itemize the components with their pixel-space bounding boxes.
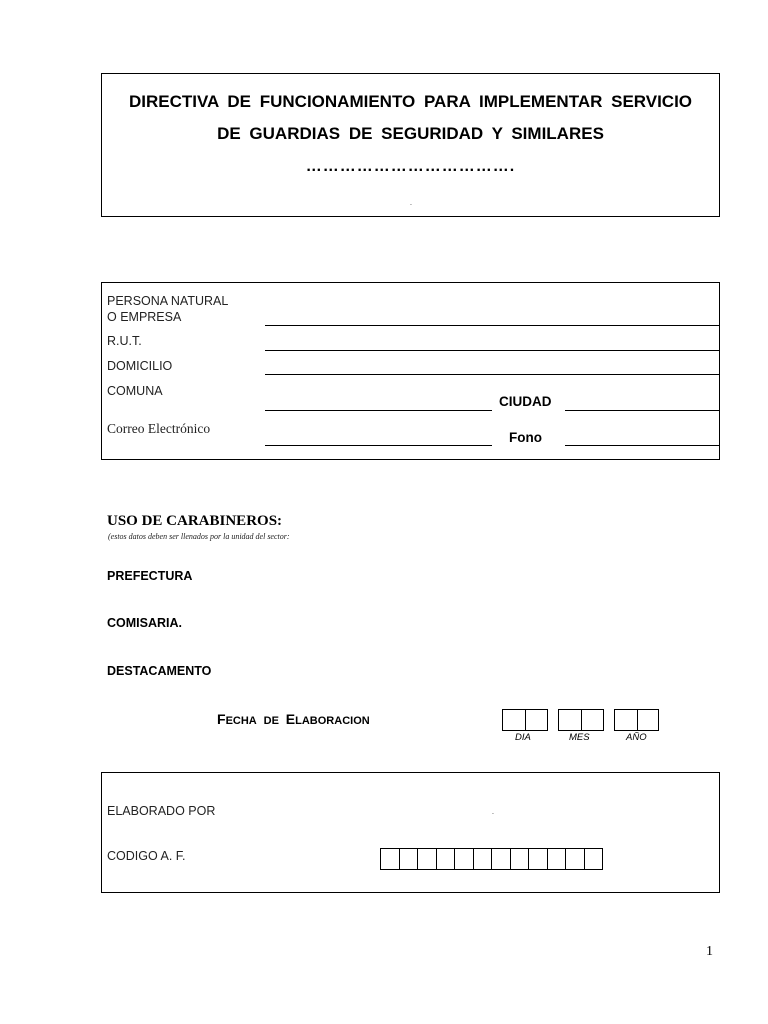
codigo-digit-box[interactable] [547, 848, 567, 870]
correo-label: Correo Electrónico [107, 421, 211, 436]
codigo-digit-box[interactable] [565, 848, 585, 870]
ano-boxes[interactable] [614, 709, 659, 731]
page-number: 1 [706, 944, 713, 959]
comuna-input-line[interactable] [265, 410, 492, 411]
dia-digit-box[interactable] [525, 709, 548, 731]
fecha-elaboracion-label [217, 711, 370, 727]
document-title-line-2: DE GUARDIAS DE SEGURIDAD Y SIMILARES [217, 124, 604, 143]
ciudad-label: CIUDAD [499, 394, 552, 409]
prefectura-label: PREFECTURA [107, 569, 193, 583]
fono-label: Fono [509, 430, 542, 445]
codigo-digit-box[interactable] [491, 848, 511, 870]
codigo-af-label: CODIGO A. F. [107, 849, 186, 863]
mes-boxes[interactable] [558, 709, 604, 731]
mes-digit-box[interactable] [558, 709, 582, 731]
persona-input-line[interactable] [265, 325, 720, 326]
title-dots-line: ………………………………. [305, 158, 516, 175]
codigo-digit-box[interactable] [417, 848, 437, 870]
ano-digit-box[interactable] [637, 709, 659, 731]
codigo-digit-box[interactable] [399, 848, 419, 870]
elaborado-box [101, 772, 720, 893]
dia-boxes[interactable] [502, 709, 548, 731]
fono-input-line[interactable] [565, 445, 720, 446]
correo-input-line[interactable] [265, 445, 492, 446]
dia-digit-box[interactable] [502, 709, 526, 731]
mes-caption: MES [569, 732, 590, 743]
fecha-rest: ECHA [225, 715, 257, 727]
title-box-mark: . [410, 200, 412, 207]
persona-label-line-1: PERSONA NATURAL [107, 294, 229, 308]
elaboracion-rest: LABORACION [295, 715, 370, 727]
codigo-digit-box[interactable] [473, 848, 493, 870]
rut-input-line[interactable] [265, 350, 720, 351]
mes-digit-box[interactable] [581, 709, 604, 731]
fecha-de: DE [263, 715, 279, 727]
codigo-digit-box[interactable] [380, 848, 400, 870]
persona-label-line-2: O EMPRESA [107, 310, 182, 324]
ano-caption: AÑO [626, 732, 647, 743]
codigo-digit-box[interactable] [510, 848, 530, 870]
elaborado-por-label: ELABORADO POR [107, 804, 216, 818]
destacamento-label: DESTACAMENTO [107, 664, 212, 678]
applicant-box [101, 282, 720, 460]
codigo-digit-box[interactable] [454, 848, 474, 870]
ciudad-input-line[interactable] [565, 410, 720, 411]
elaborado-box-mark: . [492, 809, 494, 816]
document-title-line-1: DIRECTIVA DE FUNCIONAMIENTO PARA IMPLEMENTAR SERVICIO [128, 92, 693, 111]
domicilio-input-line[interactable] [265, 374, 720, 375]
comuna-label: COMUNA [107, 384, 163, 398]
rut-label: R.U.T. [107, 334, 142, 348]
uso-carabineros-note: (estos datos deben ser llenados por la unidad del sector: [108, 532, 290, 541]
title-box [101, 73, 720, 217]
codigo-digit-box[interactable] [436, 848, 456, 870]
dia-caption: DIA [515, 732, 531, 743]
codigo-af-boxes[interactable] [380, 848, 603, 870]
comisaria-label: COMISARIA. [107, 616, 182, 630]
uso-carabineros-title: USO DE CARABINEROS: [107, 513, 283, 529]
ano-digit-box[interactable] [614, 709, 638, 731]
codigo-digit-box[interactable] [528, 848, 548, 870]
elaboracion-initial: E [285, 711, 296, 727]
codigo-digit-box[interactable] [584, 848, 604, 870]
fecha-initial: F [217, 711, 226, 727]
domicilio-label: DOMICILIO [107, 359, 173, 373]
